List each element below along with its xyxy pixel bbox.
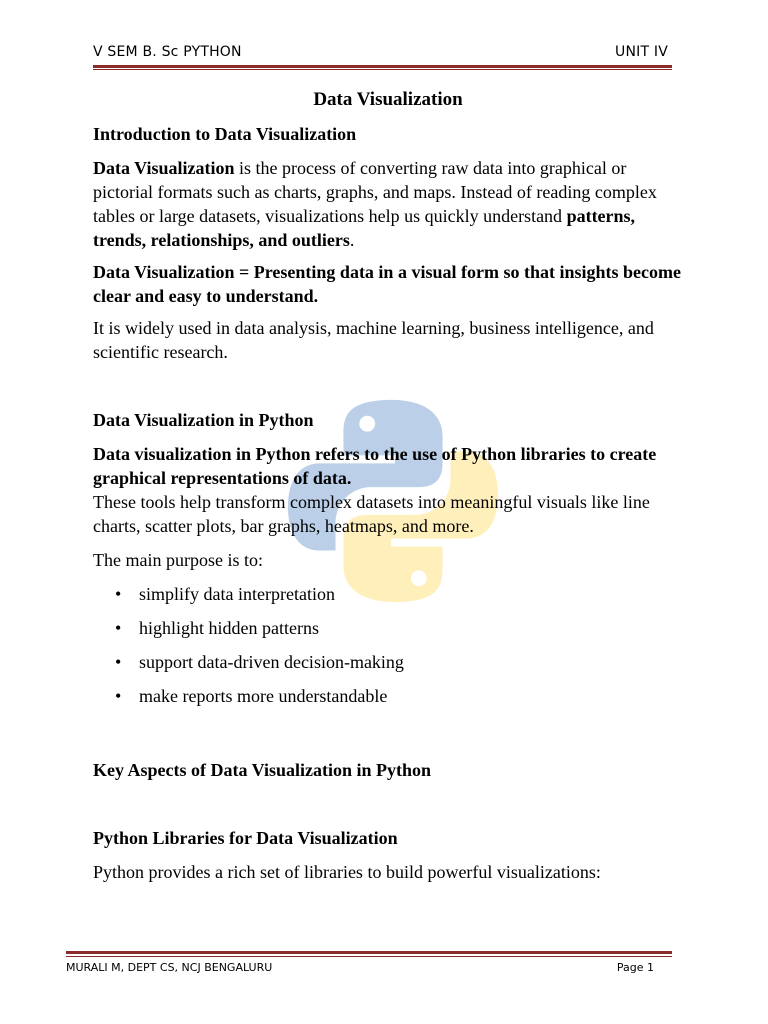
- list-item-text: make reports more understandable: [139, 686, 388, 706]
- bullet-dot: •: [115, 686, 122, 706]
- paragraph-python-tools: These tools help transform complex datasets into meaningful visuals like line charts, scatter plots, bar graphs, heatmaps, and more.: [93, 492, 650, 536]
- page-title: Data Visualization: [313, 89, 463, 110]
- footer-rule-thin: [66, 956, 672, 957]
- header-rule-thin: [93, 69, 672, 70]
- definition-text: is the process of converting raw data into graphical or pictorial formats such as charts, graphs, and maps. Instead of reading complex tables or large datasets, visualizations help us quickly understand: [93, 158, 657, 226]
- footer-rule: [66, 951, 672, 954]
- page-body: [93, 88, 683, 884]
- header-rule: [93, 65, 672, 68]
- list-item: [93, 684, 683, 718]
- paragraph-python-definition: Data visualization in Python refers to the use of Python libraries to create graphical representations of data.: [93, 444, 657, 488]
- header-unit: UNIT IV: [615, 44, 668, 60]
- bullet-dot: •: [115, 618, 122, 638]
- term-data-visualization: Data Visualization: [93, 158, 235, 178]
- paragraph-definition: [93, 156, 683, 252]
- list-item: [93, 582, 683, 616]
- bullet-dot: •: [115, 652, 122, 672]
- heading-libraries: Python Libraries for Data Visualization: [93, 828, 398, 848]
- definition-end: .: [349, 230, 355, 250]
- purpose-list: [93, 582, 683, 718]
- list-item: [93, 616, 683, 650]
- paragraph-usage: It is widely used in data analysis, machine learning, business intelligence, and scientific research.: [93, 318, 654, 362]
- header-course: V SEM B. Sc PYTHON: [93, 44, 242, 60]
- footer-author: MURALI M, DEPT CS, NCJ BENGALURU: [66, 961, 273, 974]
- heading-introduction: Introduction to Data Visualization: [93, 124, 357, 144]
- list-item-text: support data-driven decision-making: [139, 652, 404, 672]
- bullet-dot: •: [115, 584, 122, 604]
- paragraph-libraries: Python provides a rich set of libraries to build powerful visualizations:: [93, 862, 601, 882]
- list-item: [93, 650, 683, 684]
- purpose-intro: The main purpose is to:: [93, 550, 263, 570]
- paragraph-equation: Data Visualization = Presenting data in a visual form so that insights become clear and easy to understand.: [93, 262, 681, 306]
- key-terms: patterns, trends, relationships, and outliers: [93, 206, 636, 250]
- page-number: Page 1: [616, 961, 654, 974]
- list-item-text: simplify data interpretation: [139, 584, 335, 604]
- heading-python: Data Visualization in Python: [93, 410, 314, 430]
- list-item-text: highlight hidden patterns: [139, 618, 319, 638]
- heading-key-aspects: Key Aspects of Data Visualization in Python: [93, 760, 432, 780]
